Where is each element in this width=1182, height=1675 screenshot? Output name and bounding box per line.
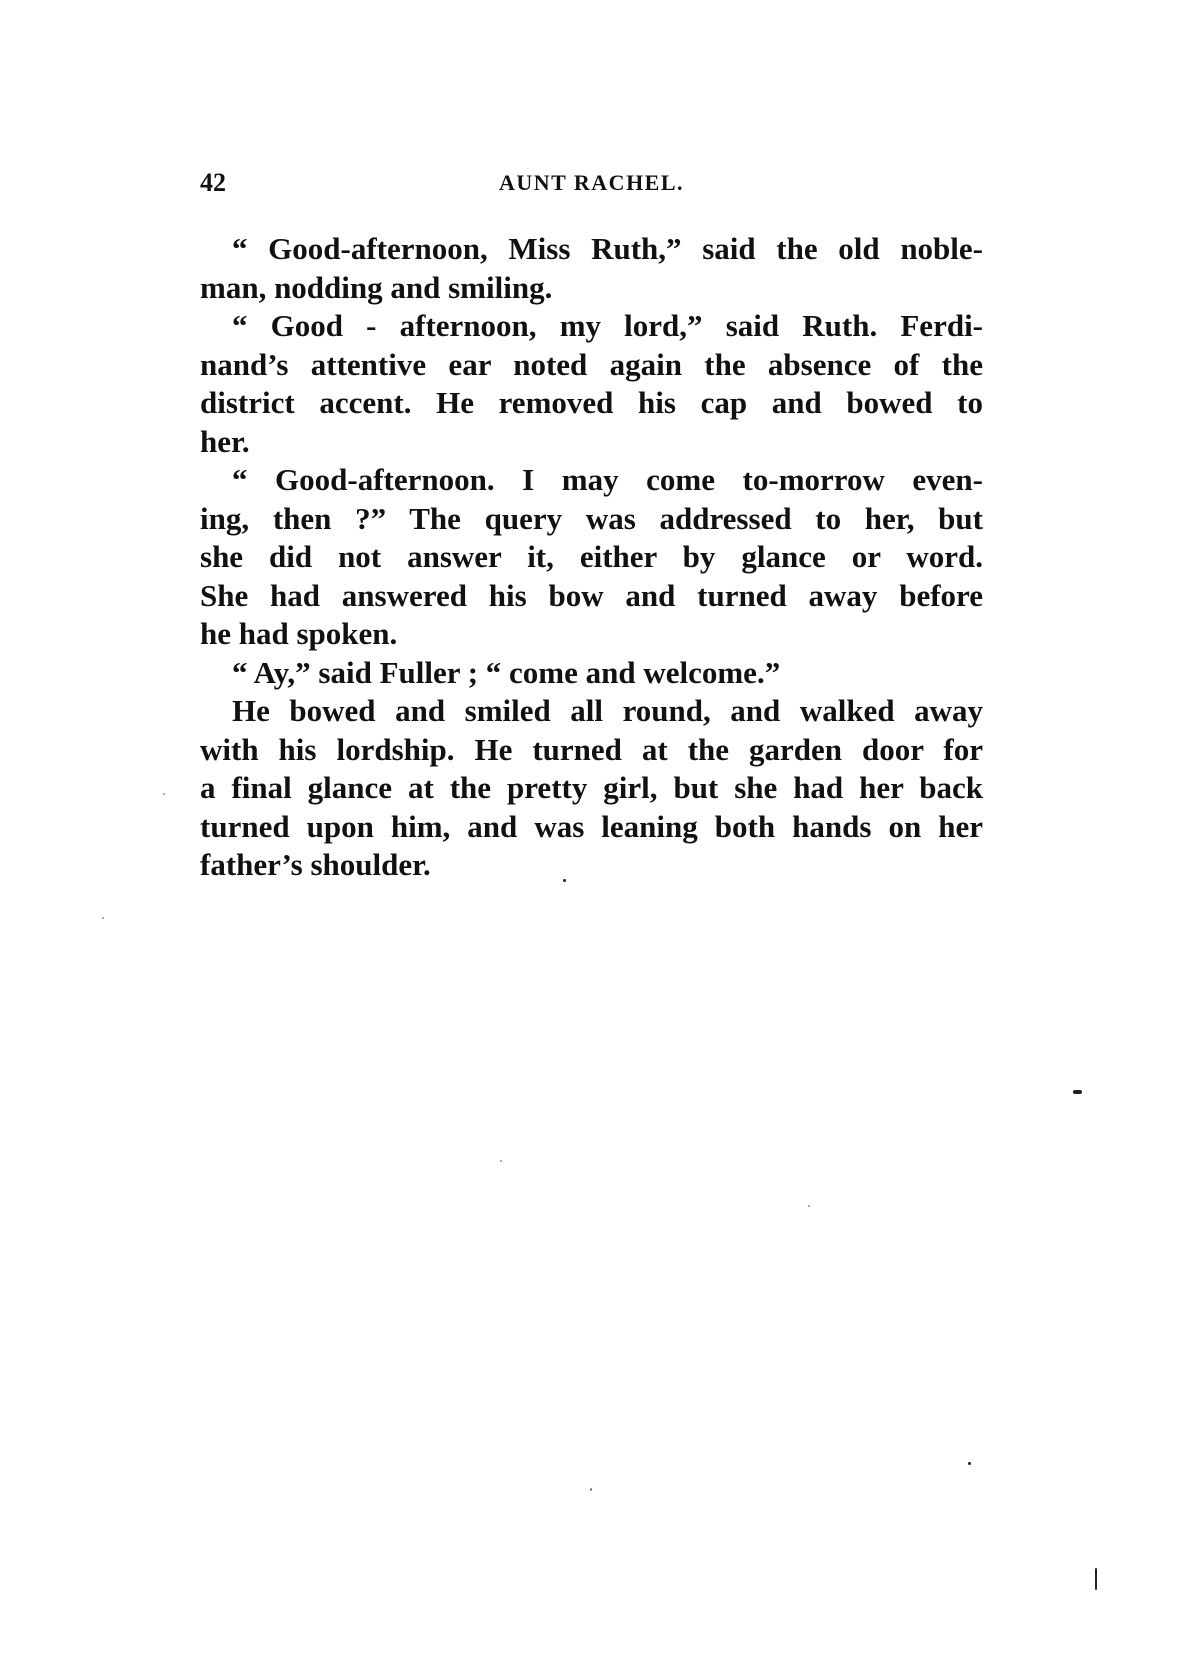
text-line: man, nodding and smiling. — [200, 269, 553, 305]
scan-speck — [968, 1462, 971, 1465]
text-line: he had spoken. — [200, 616, 398, 651]
text-line: “ Good-afternoon, Miss Ruth,” said the old noble- — [232, 231, 983, 266]
scan-speck — [163, 793, 165, 795]
paragraph-4 — [200, 654, 983, 693]
paragraph-3 — [200, 461, 983, 654]
text-line: “ Good-afternoon. I may come to-morrow even- — [232, 462, 983, 497]
text-line: with his lordship. He turned at the garden door for — [200, 731, 983, 767]
running-head — [200, 168, 983, 208]
text-line: father’s shoulder. — [200, 847, 431, 882]
scan-speck — [500, 1160, 502, 1162]
text-line: “ Good - afternoon, my lord,” said Ruth. Ferdi- — [232, 308, 983, 343]
text-line: ing, then ?” The query was addressed to her, but — [200, 500, 983, 536]
running-title: AUNT RACHEL. — [498, 170, 685, 195]
paragraph-5 — [200, 692, 983, 885]
text-line: She had answered his bow and turned away before — [200, 577, 983, 613]
text-line: a final glance at the pretty girl, but she had her back — [200, 770, 983, 805]
scan-speck — [590, 1488, 592, 1491]
text-line: He bowed and smiled all round, and walked away — [232, 693, 983, 728]
text-line: “ Ay,” said Fuller ; “ come and welcome.” — [232, 654, 781, 690]
text-line: she did not answer it, either by glance or word. — [200, 539, 983, 574]
scan-speck — [563, 879, 566, 882]
text-line: turned upon him, and was leaning both hands on her — [200, 808, 983, 844]
page-number: 42 — [200, 168, 226, 197]
scan-speck — [102, 917, 104, 919]
scan-speck — [1095, 1568, 1097, 1590]
scan-speck — [1073, 1090, 1082, 1094]
text-line: nand’s attentive ear noted again the absence of the — [200, 346, 983, 382]
paragraph-1 — [200, 230, 983, 307]
text-line: her. — [200, 423, 250, 459]
text-line: district accent. He removed his cap and bowed to — [200, 385, 983, 420]
scan-speck — [808, 1205, 810, 1207]
paragraph-2 — [200, 307, 983, 461]
body-text — [200, 230, 983, 885]
